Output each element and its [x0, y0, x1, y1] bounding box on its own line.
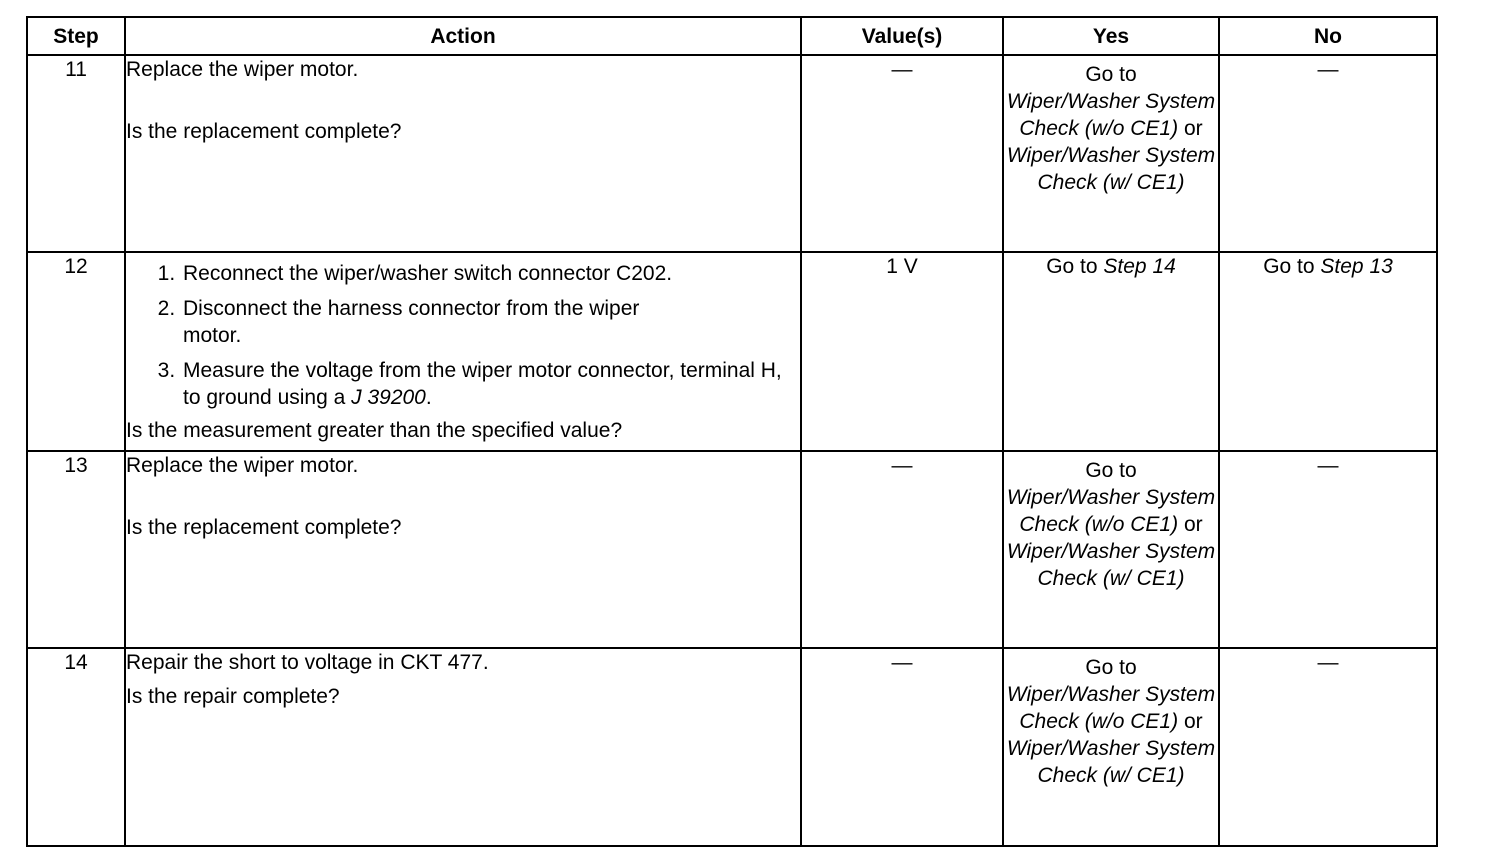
header-step: Step — [27, 17, 125, 55]
action-question: Is the measurement greater than the specified value? — [126, 419, 623, 442]
yes-goto: Go to — [1085, 63, 1137, 86]
substep-item: 1. Reconnect the wiper/washer switch connector C202. — [181, 260, 800, 287]
yes-link-w-ce1[interactable]: Wiper/Washer System Check (w/ CE1) — [1006, 540, 1216, 590]
header-no: No — [1219, 17, 1437, 55]
table-row — [27, 451, 1437, 648]
tool-suffix: . — [425, 386, 432, 409]
substep-text: Measure the voltage from the wiper motor connector, terminal H, to ground using a — [183, 359, 782, 409]
header-yes: Yes — [1003, 17, 1219, 55]
value-cell: — — [801, 648, 1003, 846]
step-number: 11 — [27, 55, 125, 252]
action-text: Repair the short to voltage in CKT 477. — [126, 651, 489, 674]
action-cell — [125, 55, 801, 252]
yes-or: or — [1183, 513, 1203, 536]
value-cell: — — [801, 451, 1003, 648]
yes-cell — [1003, 55, 1219, 252]
yes-link-w-ce1[interactable]: Wiper/Washer System Check (w/ CE1) — [1006, 144, 1216, 194]
yes-or: or — [1183, 117, 1203, 140]
value-cell: — — [801, 55, 1003, 252]
action-question: Is the replacement complete? — [126, 120, 402, 143]
step-number: 13 — [27, 451, 125, 648]
value-cell: 1 V — [801, 252, 1003, 451]
action-text: Replace the wiper motor. — [126, 454, 359, 477]
yes-link-wo-ce1[interactable]: Wiper/Washer System Check (w/o CE1) — [1006, 486, 1216, 536]
action-question: Is the replacement complete? — [126, 516, 402, 539]
action-question: Is the repair complete? — [126, 685, 340, 708]
yes-goto: Go to — [1085, 459, 1137, 482]
header-values: Value(s) — [801, 17, 1003, 55]
action-cell — [125, 252, 801, 451]
substep-list — [126, 260, 800, 411]
yes-cell — [1003, 451, 1219, 648]
yes-goto: Go to — [1085, 656, 1137, 679]
yes-cell — [1003, 648, 1219, 846]
tool-link[interactable]: J 39200 — [351, 386, 426, 409]
table-row — [27, 648, 1437, 846]
no-cell: — — [1219, 55, 1437, 252]
yes-cell — [1003, 252, 1219, 451]
substep-item — [181, 357, 800, 411]
no-cell: — — [1219, 648, 1437, 846]
no-link-step-13[interactable]: Step 13 — [1320, 255, 1393, 278]
yes-link-w-ce1[interactable]: Wiper/Washer System Check (w/ CE1) — [1006, 737, 1216, 787]
yes-link-wo-ce1[interactable]: Wiper/Washer System Check (w/o CE1) — [1006, 683, 1216, 733]
action-cell — [125, 451, 801, 648]
diagnostic-table — [26, 16, 1438, 847]
table-row — [27, 252, 1437, 451]
no-goto: Go to — [1263, 255, 1315, 278]
header-action: Action — [125, 17, 801, 55]
yes-or: or — [1183, 710, 1203, 733]
action-text: Replace the wiper motor. — [126, 58, 359, 81]
step-number: 12 — [27, 252, 125, 451]
no-cell — [1219, 252, 1437, 451]
substep-item: 2. Disconnect the harness connector from the wiper motor. — [181, 295, 663, 349]
yes-link-step-14[interactable]: Step 14 — [1103, 255, 1176, 278]
step-number: 14 — [27, 648, 125, 846]
no-cell: — — [1219, 451, 1437, 648]
action-cell — [125, 648, 801, 846]
yes-goto: Go to — [1046, 255, 1098, 278]
table-row — [27, 55, 1437, 252]
yes-link-wo-ce1[interactable]: Wiper/Washer System Check (w/o CE1) — [1006, 90, 1216, 140]
header-row — [27, 17, 1437, 55]
